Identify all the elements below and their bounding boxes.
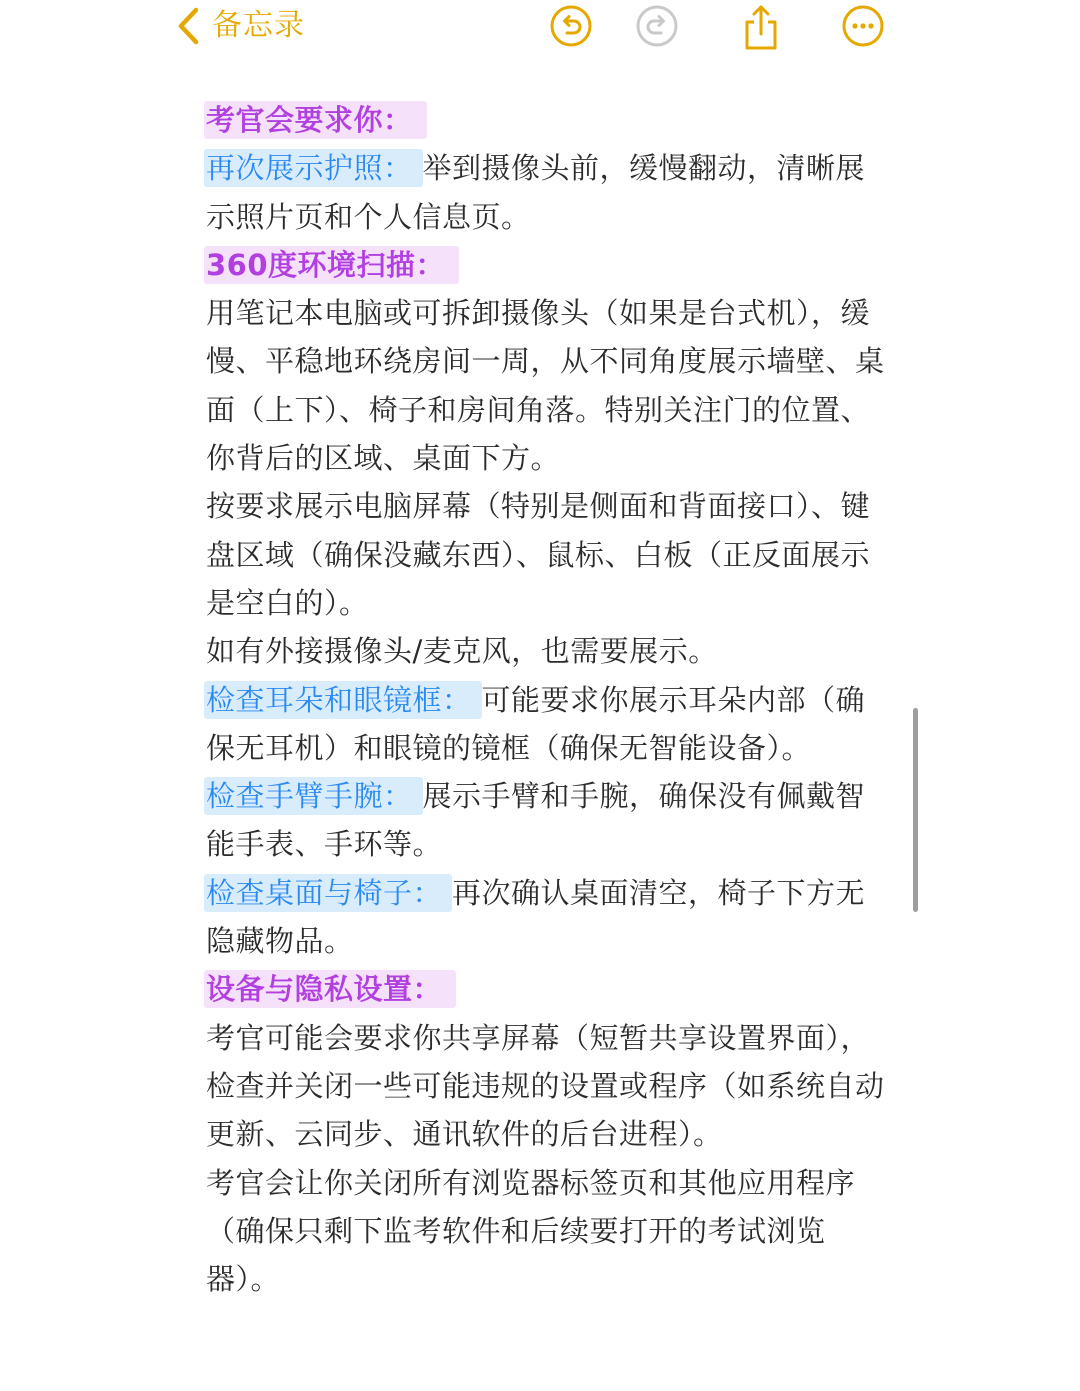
scan-paragraph-3: 如有外接摄像头/麦克风，也需要展示。 [206,634,718,669]
more-icon [841,4,885,48]
heading-line [206,96,886,144]
arms-paragraph [206,772,886,869]
passport-text: 举到摄像头前，缓慢翻动，清晰展示照片页和个人信息页。 [206,151,866,234]
chevron-left-icon [176,6,200,46]
redo-icon [635,4,679,48]
arms-text: 展示手臂和手腕，确保没有佩戴智能手表、手环等。 [206,779,866,862]
share-icon [739,4,783,52]
desk-label: 检查桌面与椅子： [204,874,452,912]
scan-paragraph-2: 按要求展示电脑屏幕（特别是侧面和背面接口）、键盘区域（确保没藏东西）、鼠标、白板（正反面展示是空白的）。 [206,489,871,620]
scan-paragraph-1: 用笔记本电脑或可拆卸摄像头（如果是台式机），缓慢、平稳地环绕房间一周，从不同角度展示墙壁、桌面（上下）、椅子和房间角落。特别关注门的位置、你背后的区域、桌面下方。 [206,296,885,476]
desk-text: 再次确认桌面清空，椅子下方无隐藏物品。 [206,875,866,959]
heading-privacy: 设备与隐私设置： [204,970,456,1008]
note-body[interactable] [206,96,886,1303]
heading-line [206,965,886,1013]
heading-scan: 360度环境扫描： [204,246,459,284]
privacy-paragraph-2: 考官会让你关闭所有浏览器标签页和其他应用程序（确保只剩下监考软件和后续要打开的考试浏览器）。 [206,1165,856,1297]
passport-label: 再次展示护照： [204,149,423,187]
more-button[interactable] [841,4,885,48]
back-label: 备忘录 [212,8,305,43]
ears-text: 可能要求你展示耳朵内部（确保无耳机）和眼镜的镜框（确保无智能设备）。 [206,682,866,765]
arms-label: 检查手臂手腕： [204,777,423,815]
desk-paragraph [206,869,886,966]
vertical-scrollbar[interactable] [913,708,918,912]
undo-icon [549,4,593,48]
ears-paragraph [206,676,886,773]
passport-paragraph [206,144,886,241]
privacy-paragraph-1: 考官可能会要求你共享屏幕（短暂共享设置界面），检查并关闭一些可能违规的设置或程序（如系统自动更新、云同步、通讯软件的后台进程）。 [206,1020,885,1152]
back-button[interactable] [176,4,305,48]
share-button[interactable] [739,4,783,48]
redo-button[interactable] [635,4,679,48]
ears-label: 检查耳朵和眼镜框： [204,681,482,719]
heading-line [206,241,886,289]
heading-exam: 考官会要求你： [204,101,427,139]
navigation-bar [0,0,1080,60]
undo-button[interactable] [549,4,593,48]
